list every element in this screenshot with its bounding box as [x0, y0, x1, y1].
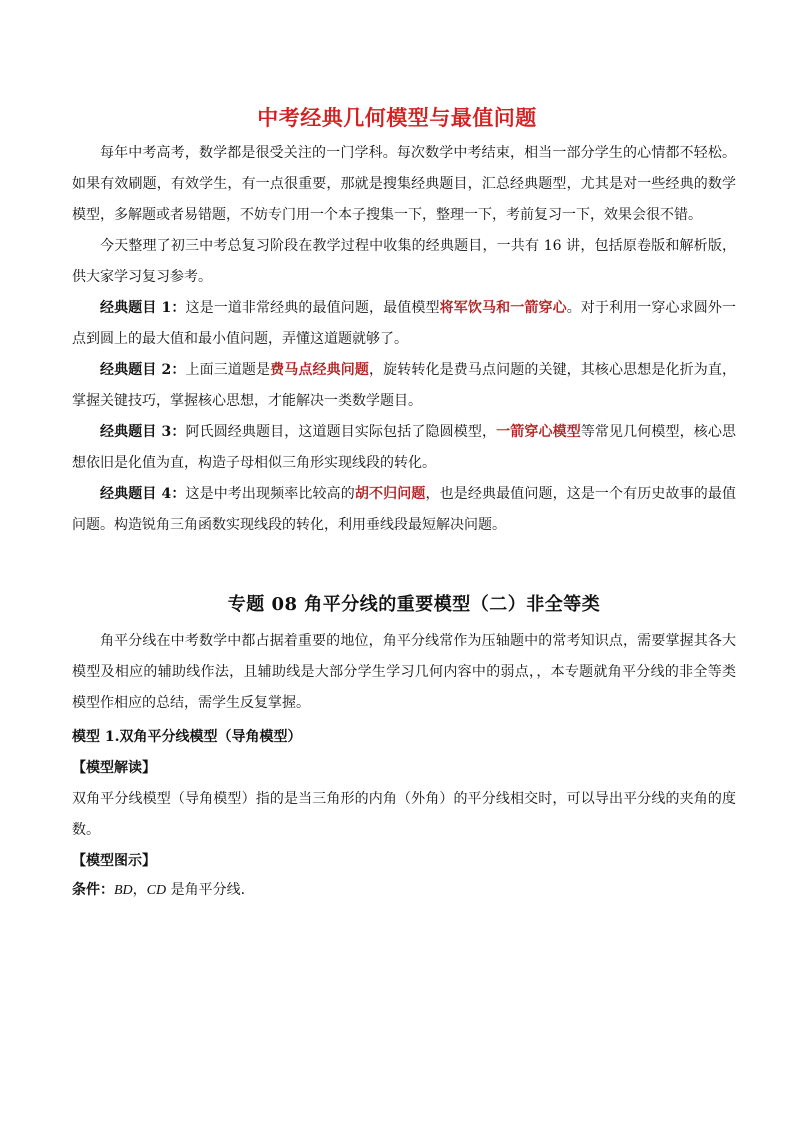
- condition-var-cd: CD: [146, 883, 167, 898]
- document-title: 中考经典几何模型与最值问题: [257, 106, 537, 130]
- item-highlight: 胡不归问题: [354, 486, 426, 502]
- model-title: 模型 1.双角平分线模型（导角模型）: [72, 729, 302, 745]
- item-highlight: 费马点经典问题: [270, 362, 370, 378]
- classic-item-1: [72, 293, 736, 355]
- item-text: 阿氏圆经典题目，这道题目实际包括了隐圆模型，: [185, 424, 497, 440]
- classic-item-3: [72, 417, 736, 479]
- condition-var-bd: BD: [114, 883, 133, 898]
- item-text: 等常见几何模型，核心思想依旧是化值为直，构造子母相似三角形实现线段的转化。: [72, 424, 737, 471]
- item-text: 这是中考出现频率比较高的: [185, 486, 355, 502]
- item-text: 。对于利用一穿心求圆外一点到圆上的最大值和最小值问题，弄懂这道题就够了。: [72, 300, 737, 347]
- intro-paragraph-2: 今天整理了初三中考总复习阶段在教学过程中收集的经典题目，一共有 16 讲，包括原卷版和解析版，供大家学习复习参考。: [72, 238, 736, 285]
- item-label: 经典题目 4：: [100, 486, 186, 502]
- reading-text: 双角平分线模型（导角模型）指的是当三角形的内角（外角）的平分线相交时，可以导出平分线的夹角的度数。: [72, 791, 736, 838]
- item-highlight: 将军饮马和一箭穿心: [439, 300, 567, 316]
- item-label: 经典题目 3：: [100, 424, 186, 440]
- reading-heading: 【模型解读】: [72, 760, 156, 776]
- condition-line: [72, 878, 736, 903]
- item-text: ，旋转转化是费马点问题的关键，其核心思想是化折为直，掌握关键技巧，掌握核心思想，才能解决一类数学题目。: [72, 362, 737, 409]
- intro-paragraph-1: 每年中考高考，数学都是很受关注的一门学科。每次数学中考结束，相当一部分学生的心情都不轻松。如果有效刷题，有效学生，有一点很重要，那就是搜集经典题目，汇总经典题型，尤其是对一些经典的数学模型，多解题或者易错题，不妨专门用一个本子搜集一下，整理一下，考前复习一下，效果会很不错。: [72, 145, 736, 223]
- condition-text: 是角平分线.: [166, 882, 246, 898]
- item-label: 经典题目 1：: [100, 300, 186, 316]
- section-intro: 角平分线在中考数学中都占据着重要的地位，角平分线常作为压轴题中的常考知识点，需要掌握其各大模型及相应的辅助线作法，且辅助线是大部分学生学习几何内容中的弱点，，本专题就角平分线的非全等类模型作相应的总结，需学生反复掌握。: [72, 633, 736, 711]
- classic-item-2: [72, 355, 736, 417]
- item-highlight: 一箭穿心模型: [496, 424, 581, 440]
- item-label: 经典题目 2：: [100, 362, 186, 378]
- condition-separator: ，: [132, 882, 147, 898]
- figure-heading: 【模型图示】: [72, 853, 156, 869]
- item-text: ，也是经典最值问题，这是一个有历史故事的最值问题。构造锐角三角函数实现线段的转化，利用垂线段最短解决问题。: [72, 486, 737, 533]
- section-title: 专题 08 角平分线的重要模型（二）非全等类: [227, 594, 601, 615]
- item-text: 这是一道非常经典的最值问题，最值模型: [185, 300, 440, 316]
- item-text: 上面三道题是: [185, 362, 271, 378]
- condition-label: 条件：: [72, 882, 114, 898]
- classic-item-4: [72, 479, 736, 541]
